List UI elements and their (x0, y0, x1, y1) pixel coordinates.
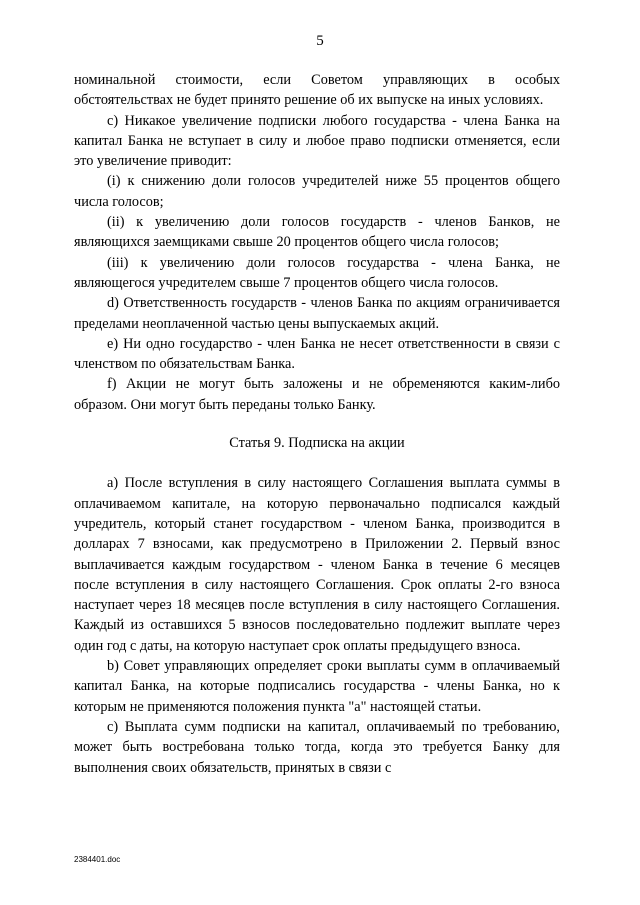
paragraph-e: e) Ни одно государство - член Банка не несет ответственности в связи с членством по обязательствам Банка. (74, 335, 560, 373)
document-body (74, 70, 560, 778)
article-heading: Статья 9. Подписка на акции (229, 435, 405, 452)
article-paragraph-a: a) После вступления в силу настоящего Соглашения выплата суммы в оплачиваемом капитале, на которую первоначально подписался каждый учредитель, который станет государством - членом Банка, производится в долларах 7 взносами, как предусмотрено в Приложении 2. Первый взнос выплачивается каждым государством - членом Банка в течение 6 месяцев после вступления в силу настоящего Соглашения. Срок оплаты 2-го взноса наступает через 18 месяцев после вступления в силу настоящего Соглашения. Каждый из оставшихся 5 взносов последовательно подлежит выплате через один год с даты, на которую наступает срок оплаты предыдущего взноса. (74, 475, 560, 654)
paragraph-c-i: (i) к снижению доли голосов учредителей ниже 55 процентов общего числа голосов; (74, 173, 560, 210)
paragraph-c-iii: (iii) к увеличению доли голосов государства - члена Банка, не являющегося учредителем свыше 7 процентов общего числа голосов. (74, 254, 560, 291)
page-number: 5 (316, 33, 324, 49)
article-paragraph-c: c) Выплата сумм подписки на капитал, оплачиваемый по требованию, может быть востребована только тогда, когда это требуется Банку для выполнения своих обязательств, принятых в связи с (74, 718, 560, 776)
paragraph-c: c) Никакое увеличение подписки любого государства - члена Банка на капитал Банка не вступает в силу и любое право подписки отменяется, если это увеличение приводит: (74, 112, 560, 170)
paragraph-f: f) Акции не могут быть заложены и не обременяются каким-либо образом. Они могут быть переданы только Банку. (74, 376, 560, 413)
paragraph-d: d) Ответственность государств - членов Банка по акциям ограничивается пределами неоплаченной частью цены выпускаемых акций. (74, 295, 560, 332)
article-paragraph-b: b) Совет управляющих определяет сроки выплаты сумм в оплачиваемый капитал Банка, на которые подписались государства - члены Банка, но к которым не применяются положения пункта "а" настоящей статьи. (74, 658, 560, 715)
paragraph-c-ii: (ii) к увеличению доли голосов государств - членов Банков, не являющихся заемщиками свыше 20 процентов общего числа голосов; (74, 214, 560, 251)
file-name-footer: 2384401.doc (74, 855, 121, 864)
paragraph-continuation: номинальной стоимости, если Советом управляющих в особых обстоятельствах не будет принято решение об их выпуске на иных условиях. (74, 72, 560, 109)
